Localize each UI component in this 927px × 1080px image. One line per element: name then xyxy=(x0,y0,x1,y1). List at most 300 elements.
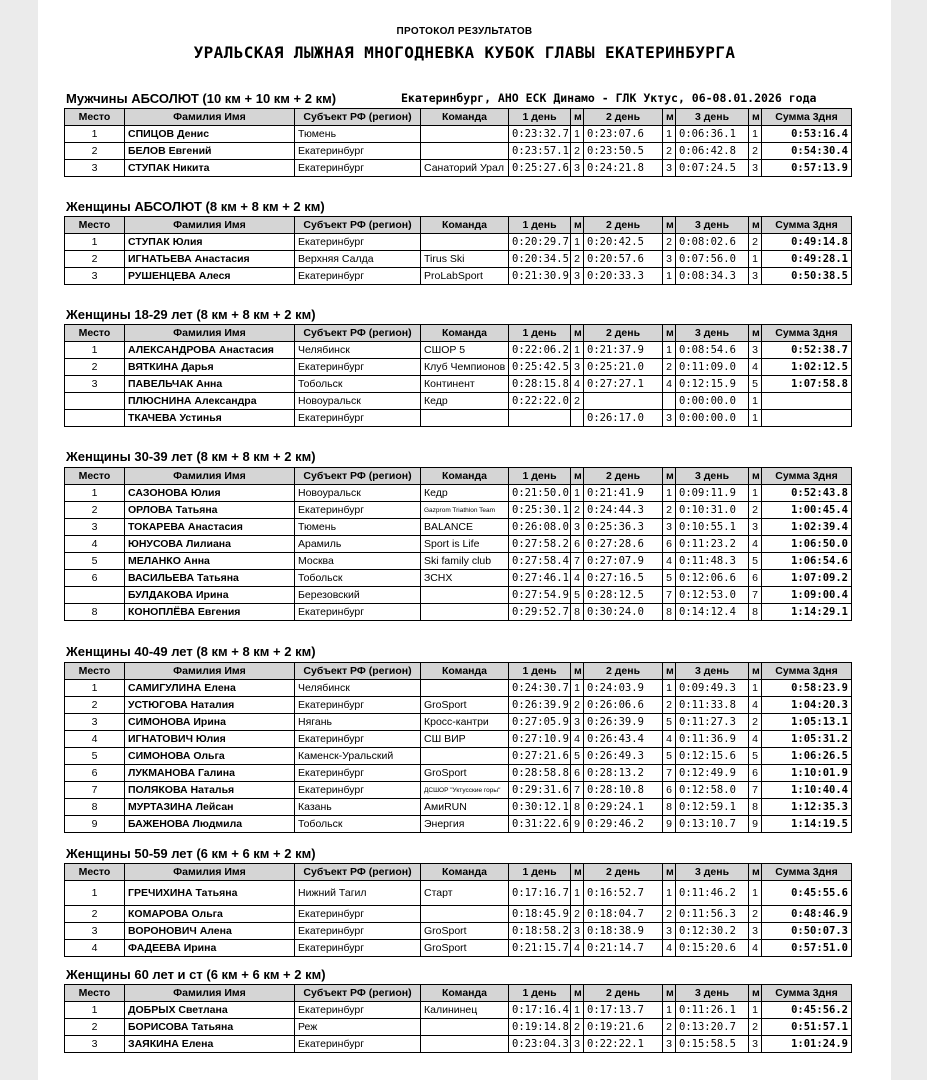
day3-place-cell: 4 xyxy=(749,731,762,748)
day2-time-cell: 0:25:21.0 xyxy=(584,359,663,376)
day1-place-cell: 1 xyxy=(571,1002,584,1019)
table-row xyxy=(65,376,852,393)
table-row xyxy=(65,799,852,816)
table-header-row xyxy=(65,109,852,126)
day2-time-cell: 0:27:28.6 xyxy=(584,536,663,553)
region-cell: Екатеринбург xyxy=(295,268,421,285)
day1-place-cell: 5 xyxy=(571,748,584,765)
day3-time-cell: 0:08:34.3 xyxy=(676,268,749,285)
region-cell: Екатеринбург xyxy=(295,160,421,177)
day3-time-cell: 0:15:20.6 xyxy=(676,940,749,957)
athlete-name-cell: УСТЮГОВА Наталия xyxy=(125,697,295,714)
athlete-name-cell: СПИЦОВ Денис xyxy=(125,126,295,143)
region-cell: Челябинск xyxy=(295,680,421,697)
day3-place-cell: 1 xyxy=(749,1002,762,1019)
team-cell: СШ ВИР xyxy=(421,731,509,748)
place-cell xyxy=(65,587,125,604)
results-table xyxy=(64,662,852,833)
day2-place-cell: 4 xyxy=(663,553,676,570)
day3-time-cell: 0:11:26.1 xyxy=(676,1002,749,1019)
column-header: 2 день xyxy=(584,663,663,680)
day3-time-cell: 0:11:23.2 xyxy=(676,536,749,553)
team-cell: Кросс-кантри xyxy=(421,714,509,731)
table-row xyxy=(65,485,852,502)
day2-time-cell: 0:19:21.6 xyxy=(584,1019,663,1036)
table-row xyxy=(65,160,852,177)
day1-time-cell: 0:17:16.4 xyxy=(509,1002,571,1019)
day3-place-cell: 8 xyxy=(749,604,762,621)
team-cell: Ski family club xyxy=(421,553,509,570)
column-header: м xyxy=(749,468,762,485)
day3-place-cell: 5 xyxy=(749,748,762,765)
team-cell: Tirus Ski xyxy=(421,251,509,268)
total-time-cell: 0:50:38.5 xyxy=(762,268,852,285)
region-cell: Тобольск xyxy=(295,570,421,587)
total-time-cell: 1:14:29.1 xyxy=(762,604,852,621)
table-row xyxy=(65,604,852,621)
day3-place-cell: 3 xyxy=(749,160,762,177)
region-cell: Екатеринбург xyxy=(295,782,421,799)
day3-time-cell: 0:06:36.1 xyxy=(676,126,749,143)
day2-place-cell: 3 xyxy=(663,519,676,536)
table-row xyxy=(65,1002,852,1019)
place-cell xyxy=(65,393,125,410)
column-header: 1 день xyxy=(509,985,571,1002)
athlete-name-cell: САМИГУЛИНА Елена xyxy=(125,680,295,697)
column-header: Сумма 3дня xyxy=(762,985,852,1002)
day3-time-cell: 0:12:15.6 xyxy=(676,748,749,765)
athlete-name-cell: ИГНАТОВИЧ Юлия xyxy=(125,731,295,748)
day2-time-cell: 0:21:37.9 xyxy=(584,342,663,359)
column-header: Фамилия Имя xyxy=(125,217,295,234)
day3-time-cell: 0:10:55.1 xyxy=(676,519,749,536)
team-cell xyxy=(421,126,509,143)
column-header: м xyxy=(571,217,584,234)
day2-time-cell: 0:28:12.5 xyxy=(584,587,663,604)
column-header: Место xyxy=(65,468,125,485)
place-cell: 1 xyxy=(65,680,125,697)
table-header-row xyxy=(65,217,852,234)
column-header: Сумма 3дня xyxy=(762,217,852,234)
place-cell: 3 xyxy=(65,1036,125,1053)
column-header: 3 день xyxy=(676,864,749,881)
day2-time-cell: 0:25:36.3 xyxy=(584,519,663,536)
column-header: Команда xyxy=(421,217,509,234)
day3-time-cell: 0:12:49.9 xyxy=(676,765,749,782)
place-cell: 8 xyxy=(65,604,125,621)
place-cell: 3 xyxy=(65,714,125,731)
total-time-cell: 1:01:24.9 xyxy=(762,1036,852,1053)
team-cell: Кедр xyxy=(421,393,509,410)
day1-time-cell: 0:21:50.0 xyxy=(509,485,571,502)
day1-time-cell: 0:19:14.8 xyxy=(509,1019,571,1036)
column-header: Субъект РФ (регион) xyxy=(295,217,421,234)
table-row xyxy=(65,143,852,160)
column-header: Команда xyxy=(421,109,509,126)
day1-place-cell: 1 xyxy=(571,680,584,697)
day3-time-cell: 0:09:49.3 xyxy=(676,680,749,697)
day1-time-cell: 0:21:30.9 xyxy=(509,268,571,285)
column-header: Субъект РФ (регион) xyxy=(295,985,421,1002)
day1-place-cell: 3 xyxy=(571,359,584,376)
day1-time-cell xyxy=(509,410,571,427)
day2-time-cell: 0:21:41.9 xyxy=(584,485,663,502)
table-row xyxy=(65,881,852,906)
results-table xyxy=(64,216,852,285)
athlete-name-cell: АЛЕКСАНДРОВА Анастасия xyxy=(125,342,295,359)
table-row xyxy=(65,410,852,427)
day2-place-cell: 1 xyxy=(663,342,676,359)
column-header: 2 день xyxy=(584,468,663,485)
column-header: м xyxy=(571,864,584,881)
day2-time-cell: 0:23:50.5 xyxy=(584,143,663,160)
day2-place-cell: 1 xyxy=(663,485,676,502)
day2-time-cell: 0:17:13.7 xyxy=(584,1002,663,1019)
place-cell: 9 xyxy=(65,816,125,833)
document-title: УРАЛЬСКАЯ ЛЫЖНАЯ МНОГОДНЕВКА КУБОК ГЛАВЫ ЕКАТЕРИНБУРГА xyxy=(193,43,736,62)
day2-time-cell: 0:20:33.3 xyxy=(584,268,663,285)
place-cell: 3 xyxy=(65,376,125,393)
place-cell: 3 xyxy=(65,519,125,536)
column-header: Место xyxy=(65,663,125,680)
day3-place-cell: 5 xyxy=(749,553,762,570)
total-time-cell: 0:57:13.9 xyxy=(762,160,852,177)
column-header: Субъект РФ (регион) xyxy=(295,109,421,126)
day1-place-cell: 4 xyxy=(571,376,584,393)
region-cell: Верхняя Салда xyxy=(295,251,421,268)
athlete-name-cell: МЕЛАНКО Анна xyxy=(125,553,295,570)
region-cell: Нягань xyxy=(295,714,421,731)
athlete-name-cell: БАЖЕНОВА Людмила xyxy=(125,816,295,833)
total-time-cell: 1:05:13.1 xyxy=(762,714,852,731)
column-header: 2 день xyxy=(584,985,663,1002)
day3-place-cell: 5 xyxy=(749,376,762,393)
day2-time-cell: 0:18:38.9 xyxy=(584,923,663,940)
team-cell xyxy=(421,1019,509,1036)
team-cell xyxy=(421,680,509,697)
day2-place-cell: 2 xyxy=(663,359,676,376)
column-header: Сумма 3дня xyxy=(762,663,852,680)
day3-place-cell: 1 xyxy=(749,881,762,906)
day2-place-cell: 5 xyxy=(663,748,676,765)
day2-place-cell: 8 xyxy=(663,799,676,816)
day1-place-cell: 2 xyxy=(571,393,584,410)
total-time-cell: 0:45:55.6 xyxy=(762,881,852,906)
day1-time-cell: 0:26:08.0 xyxy=(509,519,571,536)
day2-time-cell: 0:22:22.1 xyxy=(584,1036,663,1053)
column-header: м xyxy=(749,325,762,342)
region-cell: Нижний Тагил xyxy=(295,881,421,906)
day2-time-cell: 0:28:10.8 xyxy=(584,782,663,799)
region-cell: Екатеринбург xyxy=(295,143,421,160)
total-time-cell: 1:10:40.4 xyxy=(762,782,852,799)
day2-time-cell: 0:20:57.6 xyxy=(584,251,663,268)
day3-place-cell: 1 xyxy=(749,485,762,502)
athlete-name-cell: КОНОПЛЁВА Евгения xyxy=(125,604,295,621)
day1-place-cell: 7 xyxy=(571,782,584,799)
day1-time-cell: 0:23:32.7 xyxy=(509,126,571,143)
day1-time-cell: 0:27:58.4 xyxy=(509,553,571,570)
day3-place-cell: 4 xyxy=(749,940,762,957)
day3-time-cell: 0:08:02.6 xyxy=(676,234,749,251)
day3-time-cell: 0:06:42.8 xyxy=(676,143,749,160)
column-header: 3 день xyxy=(676,109,749,126)
results-table xyxy=(64,467,852,621)
day3-time-cell: 0:12:53.0 xyxy=(676,587,749,604)
day2-time-cell: 0:26:43.4 xyxy=(584,731,663,748)
athlete-name-cell: ТОКАРЕВА Анастасия xyxy=(125,519,295,536)
day3-time-cell: 0:00:00.0 xyxy=(676,393,749,410)
place-cell: 1 xyxy=(65,881,125,906)
category-title: Женщины АБСОЛЮТ (8 км + 8 км + 2 км) xyxy=(66,199,325,214)
column-header: Сумма 3дня xyxy=(762,468,852,485)
day2-place-cell: 5 xyxy=(663,714,676,731)
day1-place-cell: 2 xyxy=(571,1019,584,1036)
athlete-name-cell: БЕЛОВ Евгений xyxy=(125,143,295,160)
day2-time-cell: 0:27:07.9 xyxy=(584,553,663,570)
table-row xyxy=(65,940,852,957)
category-title: Женщины 60 лет и ст (6 км + 6 км + 2 км) xyxy=(66,967,326,982)
day3-place-cell: 8 xyxy=(749,799,762,816)
total-time-cell: 0:52:38.7 xyxy=(762,342,852,359)
day3-place-cell: 3 xyxy=(749,519,762,536)
day3-place-cell: 7 xyxy=(749,782,762,799)
table-header-row xyxy=(65,864,852,881)
column-header: м xyxy=(571,663,584,680)
day2-time-cell: 0:26:39.9 xyxy=(584,714,663,731)
results-table xyxy=(64,863,852,957)
table-row xyxy=(65,126,852,143)
column-header: Фамилия Имя xyxy=(125,109,295,126)
day3-time-cell: 0:11:27.3 xyxy=(676,714,749,731)
athlete-name-cell: ЗАЯКИНА Елена xyxy=(125,1036,295,1053)
column-header: Место xyxy=(65,864,125,881)
region-cell: Тобольск xyxy=(295,816,421,833)
day1-time-cell: 0:23:57.1 xyxy=(509,143,571,160)
team-cell: СШОР 5 xyxy=(421,342,509,359)
day3-place-cell: 9 xyxy=(749,816,762,833)
day2-time-cell: 0:27:16.5 xyxy=(584,570,663,587)
day2-time-cell: 0:26:17.0 xyxy=(584,410,663,427)
region-cell: Тюмень xyxy=(295,126,421,143)
athlete-name-cell: БОРИСОВА Татьяна xyxy=(125,1019,295,1036)
day2-place-cell: 8 xyxy=(663,604,676,621)
place-cell: 2 xyxy=(65,1019,125,1036)
column-header: 3 день xyxy=(676,325,749,342)
day3-time-cell: 0:08:54.6 xyxy=(676,342,749,359)
day1-place-cell: 1 xyxy=(571,485,584,502)
team-cell: Калининец xyxy=(421,1002,509,1019)
table-row xyxy=(65,714,852,731)
table-row xyxy=(65,519,852,536)
day3-time-cell: 0:14:12.4 xyxy=(676,604,749,621)
day1-time-cell: 0:25:30.1 xyxy=(509,502,571,519)
total-time-cell: 1:09:00.4 xyxy=(762,587,852,604)
day3-time-cell: 0:12:30.2 xyxy=(676,923,749,940)
column-header: Фамилия Имя xyxy=(125,864,295,881)
day2-place-cell: 3 xyxy=(663,251,676,268)
day3-place-cell: 1 xyxy=(749,410,762,427)
athlete-name-cell: СТУПАК Никита xyxy=(125,160,295,177)
place-cell: 6 xyxy=(65,570,125,587)
total-time-cell: 0:58:23.9 xyxy=(762,680,852,697)
place-cell: 3 xyxy=(65,923,125,940)
day1-place-cell: 4 xyxy=(571,570,584,587)
day1-time-cell: 0:28:15.8 xyxy=(509,376,571,393)
day3-time-cell: 0:07:56.0 xyxy=(676,251,749,268)
region-cell: Екатеринбург xyxy=(295,1002,421,1019)
team-cell: Энергия xyxy=(421,816,509,833)
day2-time-cell: 0:24:44.3 xyxy=(584,502,663,519)
day3-place-cell: 1 xyxy=(749,251,762,268)
day2-place-cell: 3 xyxy=(663,1036,676,1053)
athlete-name-cell: САЗОНОВА Юлия xyxy=(125,485,295,502)
day2-time-cell: 0:29:24.1 xyxy=(584,799,663,816)
table-row xyxy=(65,536,852,553)
team-cell xyxy=(421,906,509,923)
column-header: Сумма 3дня xyxy=(762,109,852,126)
athlete-name-cell: ГРЕЧИХИНА Татьяна xyxy=(125,881,295,906)
day2-place-cell: 3 xyxy=(663,923,676,940)
total-time-cell: 1:05:31.2 xyxy=(762,731,852,748)
total-time-cell: 0:48:46.9 xyxy=(762,906,852,923)
day1-place-cell: 1 xyxy=(571,342,584,359)
column-header: 1 день xyxy=(509,663,571,680)
day2-place-cell: 3 xyxy=(663,410,676,427)
day2-place-cell: 4 xyxy=(663,940,676,957)
column-header: м xyxy=(571,468,584,485)
athlete-name-cell: ЮНУСОВА Лилиана xyxy=(125,536,295,553)
team-cell: Санаторий Урал xyxy=(421,160,509,177)
table-row xyxy=(65,342,852,359)
team-cell: GroSport xyxy=(421,923,509,940)
place-cell: 2 xyxy=(65,143,125,160)
table-row xyxy=(65,234,852,251)
day2-time-cell: 0:18:04.7 xyxy=(584,906,663,923)
total-time-cell: 0:52:43.8 xyxy=(762,485,852,502)
table-header-row xyxy=(65,663,852,680)
total-time-cell: 1:10:01.9 xyxy=(762,765,852,782)
team-cell: GroSport xyxy=(421,765,509,782)
column-header: м xyxy=(663,864,676,881)
day3-time-cell: 0:09:11.9 xyxy=(676,485,749,502)
day2-place-cell: 6 xyxy=(663,782,676,799)
column-header: Фамилия Имя xyxy=(125,468,295,485)
day1-time-cell: 0:18:58.2 xyxy=(509,923,571,940)
day3-place-cell: 2 xyxy=(749,714,762,731)
region-cell: Тобольск xyxy=(295,376,421,393)
day3-time-cell: 0:13:20.7 xyxy=(676,1019,749,1036)
total-time-cell: 1:02:39.4 xyxy=(762,519,852,536)
column-header: м xyxy=(749,663,762,680)
category-title: Женщины 18-29 лет (8 км + 8 км + 2 км) xyxy=(66,307,316,322)
day1-place-cell: 3 xyxy=(571,923,584,940)
column-header: Фамилия Имя xyxy=(125,325,295,342)
day3-place-cell: 3 xyxy=(749,342,762,359)
category-title: Мужчины АБСОЛЮТ (10 км + 10 км + 2 км) xyxy=(66,91,337,106)
day2-place-cell: 1 xyxy=(663,881,676,906)
place-cell: 4 xyxy=(65,536,125,553)
day2-place-cell: 2 xyxy=(663,234,676,251)
total-time-cell: 0:53:16.4 xyxy=(762,126,852,143)
day2-place-cell: 2 xyxy=(663,1019,676,1036)
team-cell xyxy=(421,748,509,765)
place-cell xyxy=(65,410,125,427)
total-time-cell: 1:06:26.5 xyxy=(762,748,852,765)
day2-place-cell: 2 xyxy=(663,697,676,714)
day3-place-cell: 2 xyxy=(749,502,762,519)
day1-place-cell: 8 xyxy=(571,604,584,621)
column-header: Сумма 3дня xyxy=(762,325,852,342)
table-row xyxy=(65,1036,852,1053)
day1-time-cell: 0:23:04.3 xyxy=(509,1036,571,1053)
day3-time-cell: 0:12:06.6 xyxy=(676,570,749,587)
column-header: м xyxy=(571,325,584,342)
total-time-cell: 1:06:50.0 xyxy=(762,536,852,553)
region-cell: Березовский xyxy=(295,587,421,604)
region-cell: Тюмень xyxy=(295,519,421,536)
column-header: Место xyxy=(65,217,125,234)
day3-place-cell: 2 xyxy=(749,906,762,923)
team-cell: Кедр xyxy=(421,485,509,502)
table-header-row xyxy=(65,985,852,1002)
place-cell: 2 xyxy=(65,359,125,376)
total-time-cell: 0:49:28.1 xyxy=(762,251,852,268)
athlete-name-cell: МУРТАЗИНА Лейсан xyxy=(125,799,295,816)
table-row xyxy=(65,251,852,268)
day1-place-cell: 3 xyxy=(571,519,584,536)
total-time-cell: 0:49:14.8 xyxy=(762,234,852,251)
region-cell: Каменск-Уральский xyxy=(295,748,421,765)
day1-place-cell: 1 xyxy=(571,234,584,251)
athlete-name-cell: ФАДЕЕВА Ирина xyxy=(125,940,295,957)
team-cell: Континент xyxy=(421,376,509,393)
column-header: 1 день xyxy=(509,864,571,881)
place-cell: 1 xyxy=(65,1002,125,1019)
column-header: Субъект РФ (регион) xyxy=(295,864,421,881)
day2-place-cell: 7 xyxy=(663,765,676,782)
column-header: Команда xyxy=(421,985,509,1002)
day1-place-cell: 3 xyxy=(571,1036,584,1053)
results-table xyxy=(64,108,852,177)
day1-time-cell: 0:29:31.6 xyxy=(509,782,571,799)
total-time-cell xyxy=(762,393,852,410)
place-cell: 5 xyxy=(65,748,125,765)
region-cell: Екатеринбург xyxy=(295,697,421,714)
protocol-page xyxy=(38,0,891,1080)
day2-place-cell: 1 xyxy=(663,680,676,697)
athlete-name-cell: ПАВЕЛЬЧАК Анна xyxy=(125,376,295,393)
day3-place-cell: 3 xyxy=(749,923,762,940)
athlete-name-cell: СИМОНОВА Ирина xyxy=(125,714,295,731)
total-time-cell xyxy=(762,410,852,427)
table-row xyxy=(65,906,852,923)
team-cell: GroSport xyxy=(421,697,509,714)
day2-place-cell: 1 xyxy=(663,1002,676,1019)
region-cell: Екатеринбург xyxy=(295,906,421,923)
column-header: 1 день xyxy=(509,468,571,485)
day2-place-cell: 6 xyxy=(663,536,676,553)
athlete-name-cell: ОРЛОВА Татьяна xyxy=(125,502,295,519)
table-row xyxy=(65,782,852,799)
column-header: 2 день xyxy=(584,109,663,126)
day1-place-cell: 6 xyxy=(571,536,584,553)
place-cell: 1 xyxy=(65,234,125,251)
day1-time-cell: 0:18:45.9 xyxy=(509,906,571,923)
column-header: Команда xyxy=(421,864,509,881)
athlete-name-cell: ВАСИЛЬЕВА Татьяна xyxy=(125,570,295,587)
day2-time-cell: 0:16:52.7 xyxy=(584,881,663,906)
